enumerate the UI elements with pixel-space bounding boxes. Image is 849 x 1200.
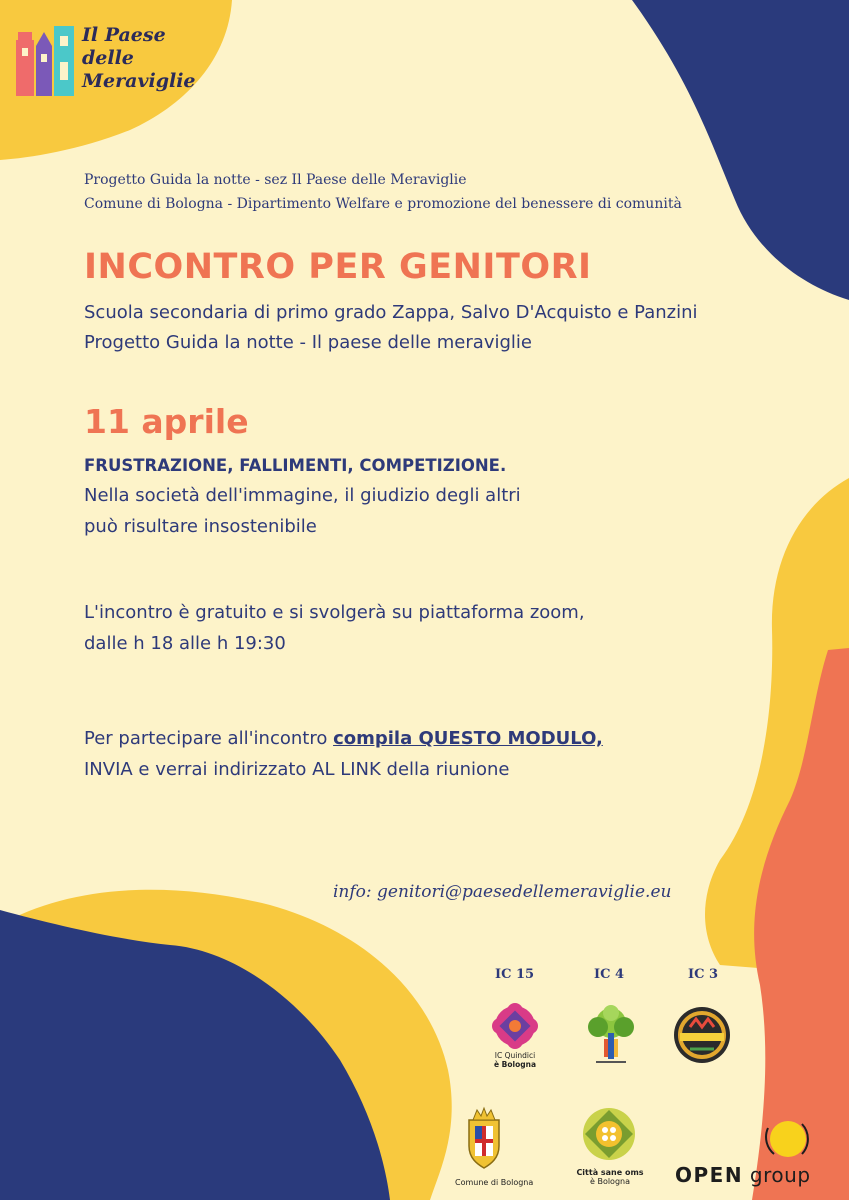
ic15-caption [490,1051,540,1069]
participate-line-1 [84,728,603,749]
header-commune-line: Comune di Bologna - Dipartimento Welfare e promozione del benessere di comunità [84,196,682,212]
event-topic: FRUSTRAZIONE, FALLIMENTI, COMPETIZIONE. [84,456,507,475]
description-line-1: Nella società dell'immagine, il giudizio degli altri [84,485,521,506]
top-right-navy-blob [632,0,849,300]
comune-bologna-crest-icon [461,1106,507,1172]
comune-caption: Comune di Bologna [455,1178,534,1187]
ic4-tree-logo-icon [578,1003,644,1069]
form-link[interactable]: compila QUESTO MODULO, [333,728,603,749]
ic15-label: IC 15 [495,967,535,982]
project-line: Progetto Guida la notte - Il paese delle meraviglie [84,332,532,353]
logo-line-1: Il Paese [82,24,166,46]
ic15-logo-icon [490,1003,540,1049]
contact-email[interactable]: info: genitori@paesedellemeraviglie.eu [333,882,672,902]
ic4-label: IC 4 [594,967,624,982]
logo-line-2: delle [82,47,134,69]
ic15-caption-2: è Bologna [493,1060,537,1069]
citta-sane-logo-icon [581,1106,637,1162]
participate-line-2: INVIA e verrai indirizzato AL LINK della riunione [84,759,510,780]
open-group-wordmark [675,1163,811,1187]
school-line: Scuola secondaria di primo grado Zappa, Salvo D'Acquisto e Panzini [84,302,698,323]
header-project-line: Progetto Guida la notte - sez Il Paese delle Meraviglie [84,172,467,188]
citta-caption-2: è Bologna [589,1177,630,1186]
citta-caption [572,1168,648,1186]
participate-prefix: Per partecipare all'incontro [84,728,334,749]
citta-caption-1: Città sane oms [576,1168,644,1177]
open-rest-text: group [749,1163,811,1187]
logo-text [82,24,196,93]
ic3-logo-icon [672,1005,732,1065]
description-line-2: può risultare insostenibile [84,516,317,537]
event-date: 11 aprile [84,402,249,441]
ic15-caption-1: IC Quindici [494,1051,536,1060]
page-title: INCONTRO PER GENITORI [84,247,592,287]
free-info-line-2: dalle h 18 alle h 19:30 [84,633,286,654]
free-info-line-1: L'incontro è gratuito e si svolgerà su piattaforma zoom, [84,602,585,623]
open-bold-text: OPEN [675,1163,744,1187]
open-group-logo-icon [762,1116,822,1162]
logo-line-3: Meraviglie [82,70,196,92]
ic3-label: IC 3 [688,967,718,982]
